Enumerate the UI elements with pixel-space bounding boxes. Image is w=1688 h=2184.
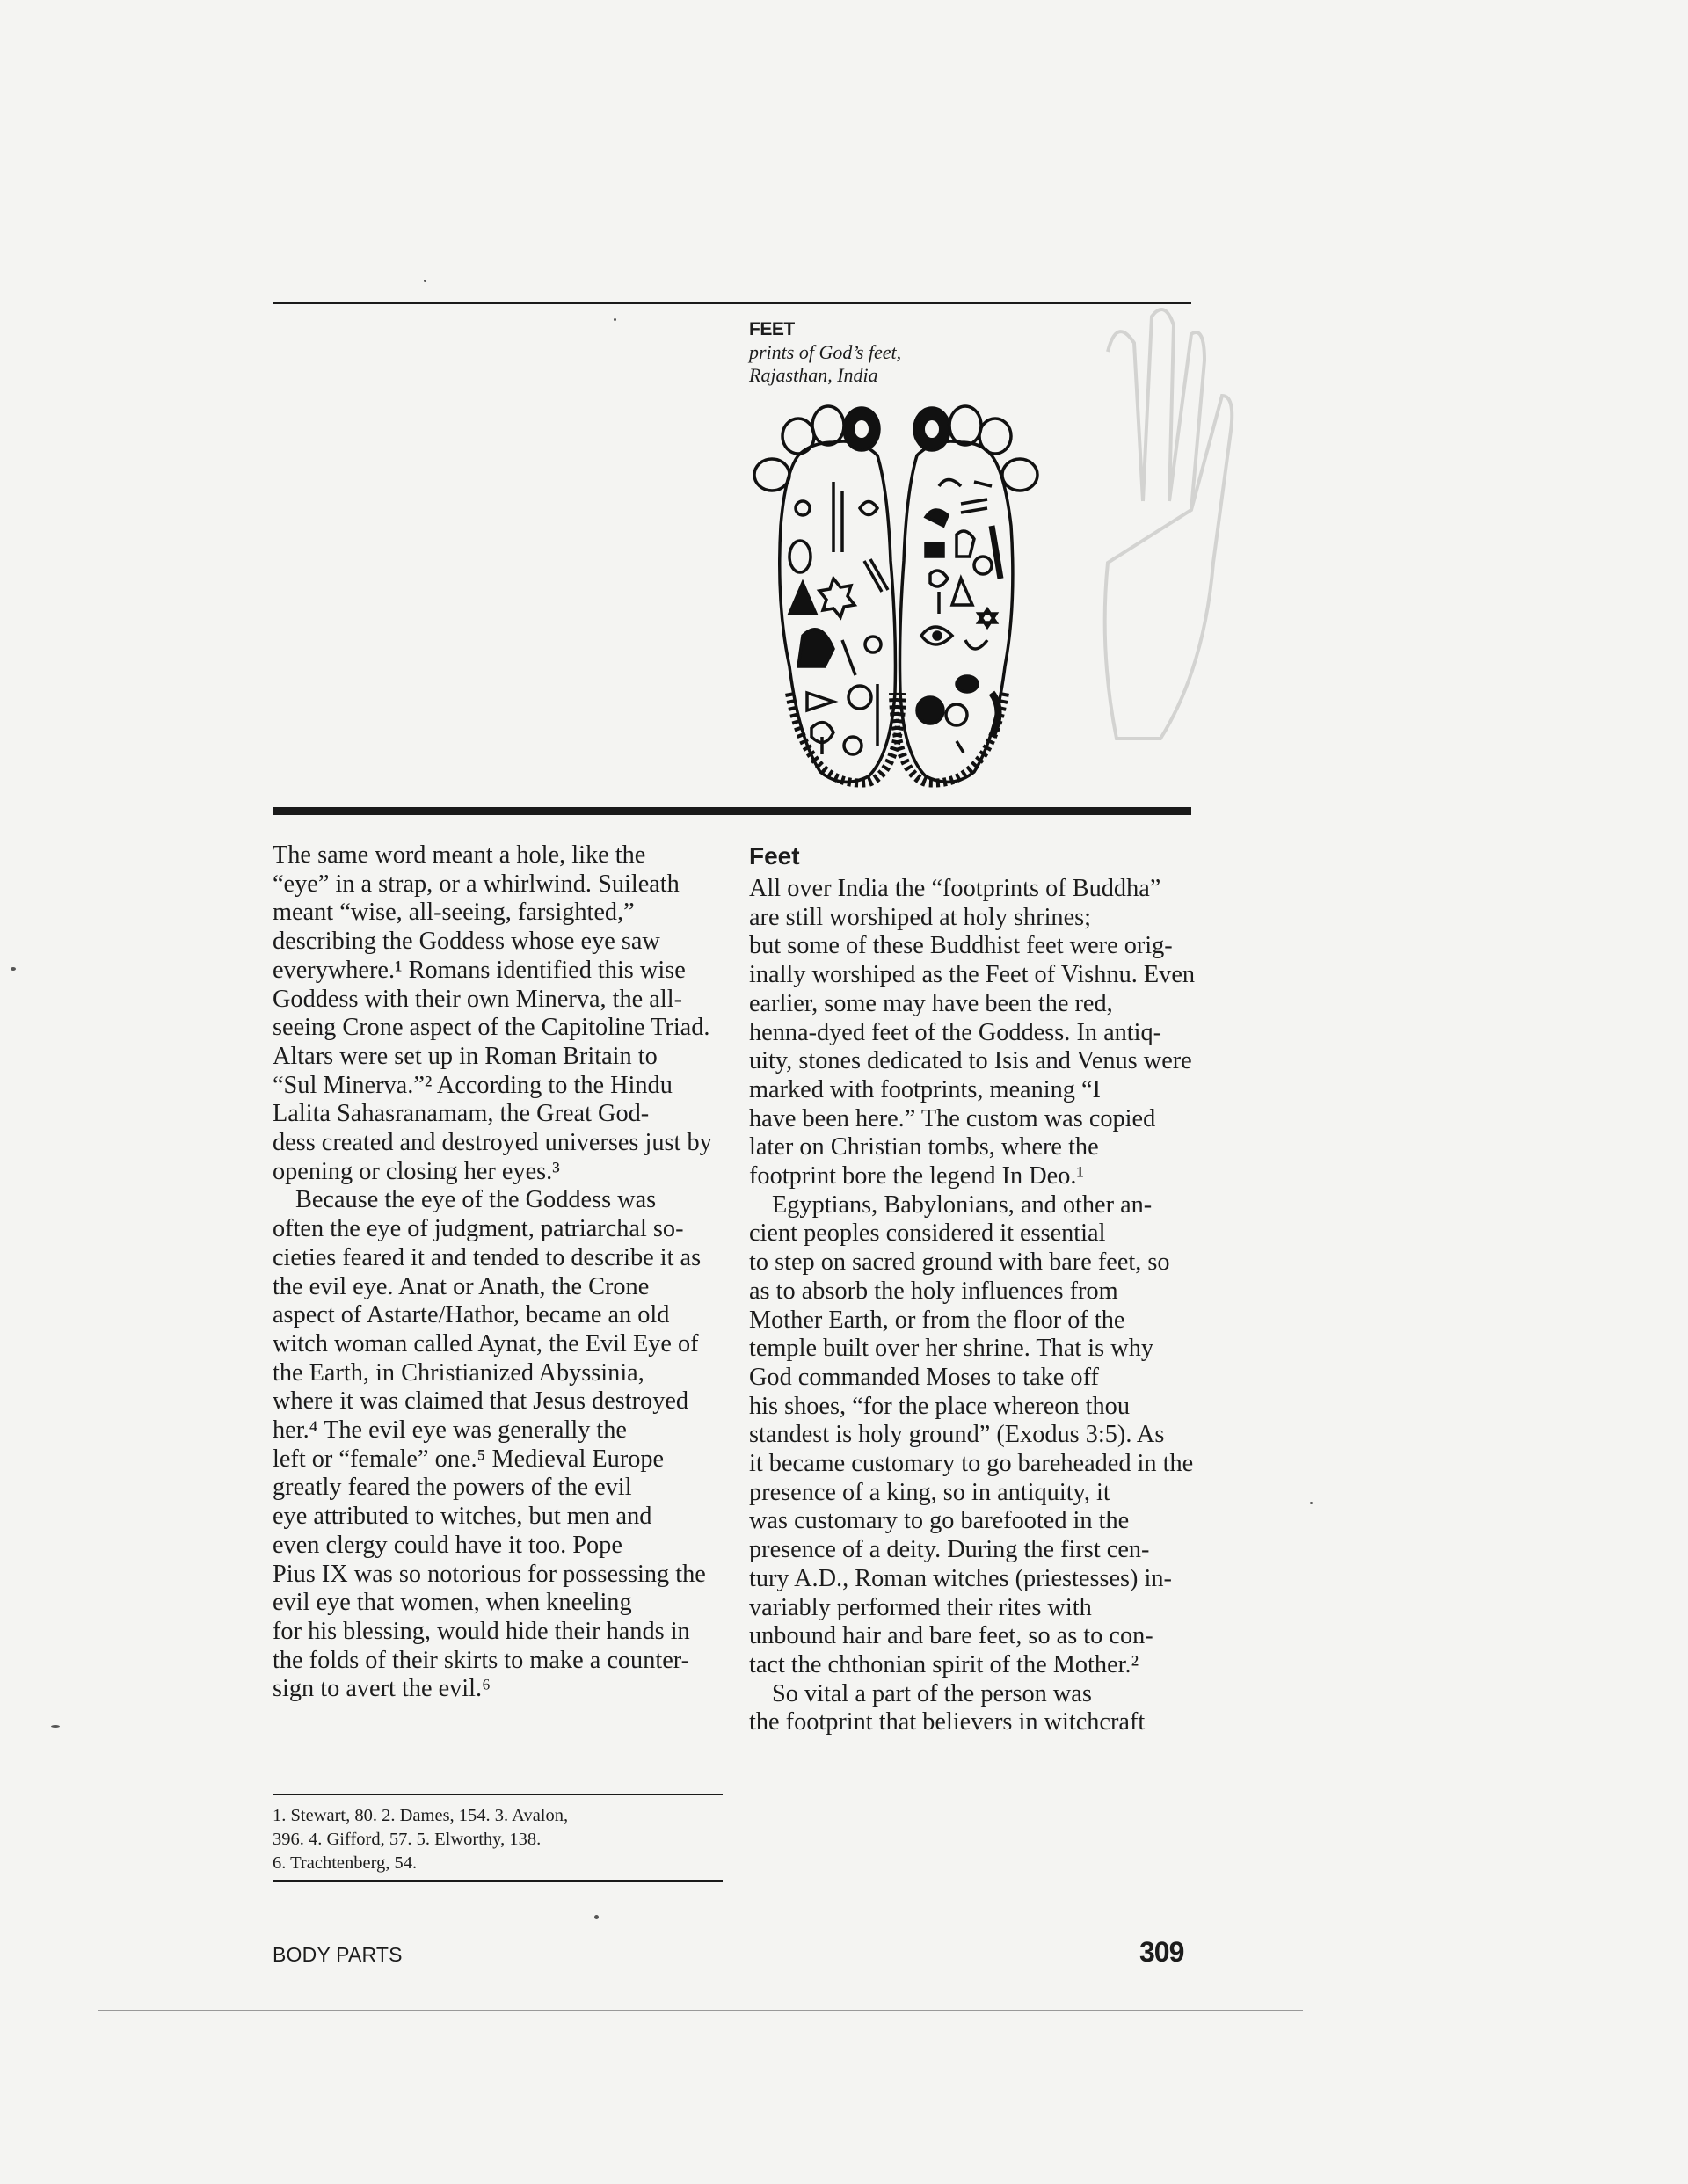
right-column-line: presence of a deity. During the first cen-	[749, 1536, 1150, 1564]
right-column-line: presence of a king, so in antiquity, it	[749, 1478, 1110, 1506]
scan-speck	[11, 967, 16, 971]
right-column-line: God commanded Moses to take off	[749, 1363, 1099, 1391]
figure-caption	[749, 318, 1013, 387]
right-column	[749, 841, 1196, 1737]
footnotes	[273, 1804, 723, 1875]
left-column-line: seeing Crone aspect of the Capitoline Triad.	[273, 1014, 710, 1042]
right-column-line: Mother Earth, or from the floor of the	[749, 1306, 1125, 1334]
figure-heading: FEET	[749, 319, 795, 339]
left-column-line: her.⁴ The evil eye was generally the	[273, 1416, 627, 1445]
left-column-line: the Earth, in Christianized Abyssinia,	[273, 1358, 644, 1387]
right-column-line: temple built over her shrine. That is why	[749, 1335, 1153, 1363]
scan-speck	[614, 318, 616, 321]
left-column-line: Goddess with their own Minerva, the all-	[273, 985, 683, 1013]
right-column-line: the footprint that believers in witchcraft	[749, 1708, 1146, 1736]
footnote-line: 6. Trachtenberg, 54.	[273, 1853, 418, 1873]
right-column-line: have been here.” The custom was copied	[749, 1104, 1156, 1132]
scan-speck	[51, 1725, 60, 1728]
left-column-line: often the eye of judgment, patriarchal so-	[273, 1215, 684, 1243]
scan-edge-line	[98, 2010, 1303, 2011]
footnote-line: 1. Stewart, 80. 2. Dames, 154. 3. Avalon,	[273, 1806, 569, 1825]
right-column-line: tact the chthonian spirit of the Mother.²	[749, 1650, 1139, 1678]
footprints-illustration	[737, 403, 1071, 790]
bleed-through-hand	[1081, 299, 1240, 756]
right-column-line: So vital a part of the person was	[772, 1679, 1092, 1707]
left-column-line: Because the eye of the Goddess was	[295, 1186, 657, 1214]
left-column-line: Altars were set up in Roman Britain to	[273, 1042, 658, 1070]
right-column-line: his shoes, “for the place whereon thou	[749, 1392, 1130, 1420]
left-column-line: cieties feared it and tended to describe it as	[273, 1243, 702, 1271]
left-column-line: “eye” in a strap, or a whirlwind. Suileath	[273, 870, 680, 898]
right-column-line: but some of these Buddhist feet were orig-	[749, 932, 1173, 960]
right-column-line: unbound hair and bare feet, so as to con-	[749, 1622, 1153, 1650]
left-column-line: Pius IX was so notorious for possessing the	[273, 1560, 706, 1588]
left-column-line: The same word meant a hole, like the	[273, 841, 646, 869]
scan-speck	[1310, 1502, 1313, 1504]
right-column-line: tury A.D., Roman witches (priestesses) in-	[749, 1564, 1172, 1592]
left-column-line: everywhere.¹ Romans identified this wise	[273, 956, 686, 984]
left-column-line: witch woman called Aynat, the Evil Eye of	[273, 1329, 699, 1358]
footnote-bottom-rule	[273, 1880, 723, 1882]
right-column-line: henna-dyed feet of the Goddess. In antiq-	[749, 1018, 1162, 1046]
footnote-line: 396. 4. Gifford, 57. 5. Elworthy, 138.	[273, 1830, 542, 1849]
left-column-line: left or “female” one.⁵ Medieval Europe	[273, 1445, 665, 1473]
right-column-line: footprint bore the legend In Deo.¹	[749, 1162, 1084, 1190]
footnote-rule	[273, 1794, 723, 1795]
left-column-line: “Sul Minerva.”² According to the Hindu	[273, 1071, 673, 1099]
left-column-line: describing the Goddess whose eye saw	[273, 928, 660, 956]
left-column-line: eye attributed to witches, but men and	[273, 1503, 652, 1531]
left-column-line: dess created and destroyed universes just by	[273, 1129, 712, 1157]
right-column-line: standest is holy ground” (Exodus 3:5). As	[749, 1421, 1165, 1449]
right-column-line: it became customary to go bareheaded in the	[749, 1450, 1194, 1478]
left-column-line: the evil eye. Anat or Anath, the Crone	[273, 1272, 650, 1300]
left-column-line: even clergy could have it too. Pope	[273, 1531, 622, 1559]
right-column-line: All over India the “footprints of Buddha”	[749, 875, 1161, 902]
right-column-line: inally worshiped as the Feet of Vishnu. Even	[749, 961, 1196, 989]
right-column-line: to step on sacred ground with bare feet, so	[749, 1249, 1170, 1277]
left-column-line: evil eye that women, when kneeling	[273, 1589, 632, 1617]
left-column-line: sign to avert the evil.⁶	[273, 1675, 491, 1703]
right-column-line: earlier, some may have been the red,	[749, 989, 1113, 1017]
running-footer: BODY PARTS	[273, 1943, 403, 1966]
right-column-line: are still worshiped at holy shrines;	[749, 903, 1092, 931]
right-column-line: later on Christian tombs, where the	[749, 1133, 1099, 1161]
figure-bottom-rule	[273, 807, 1191, 815]
top-rule	[273, 302, 1191, 304]
left-column	[273, 841, 723, 1704]
left-column-line: meant “wise, all-seeing, farsighted,”	[273, 899, 635, 927]
right-column-line: marked with footprints, meaning “I	[749, 1075, 1101, 1103]
left-column-line: Lalita Sahasranamam, the Great God-	[273, 1100, 650, 1128]
scan-speck	[594, 1915, 599, 1919]
left-column-line: aspect of Astarte/Hathor, became an old	[273, 1301, 670, 1329]
right-column-line: variably performed their rites with	[749, 1593, 1092, 1621]
left-column-line: the folds of their skirts to make a counter-	[273, 1646, 690, 1674]
left-toe-1	[754, 459, 789, 491]
left-column-line: greatly feared the powers of the evil	[273, 1474, 632, 1502]
figure-caption-line-1: prints of God’s feet,	[749, 341, 902, 363]
left-column-line: where it was claimed that Jesus destroyed	[273, 1387, 689, 1416]
left-column-line: opening or closing her eyes.³	[273, 1157, 560, 1185]
right-column-line: uity, stones dedicated to Isis and Venus were	[749, 1047, 1192, 1075]
right-column-line: cient peoples considered it essential	[749, 1219, 1106, 1248]
left-column-line: for his blessing, would hide their hands in	[273, 1617, 690, 1645]
right-column-line: as to absorb the holy influences from	[749, 1277, 1118, 1305]
scan-speck	[424, 280, 426, 282]
right-column-line: was customary to go barefooted in the	[749, 1507, 1130, 1535]
right-column-line: Egyptians, Babylonians, and other an-	[772, 1190, 1153, 1219]
section-heading: Feet	[749, 842, 800, 870]
page-number: 309	[1139, 1936, 1184, 1968]
figure-caption-line-2: Rajasthan, India	[749, 364, 878, 386]
